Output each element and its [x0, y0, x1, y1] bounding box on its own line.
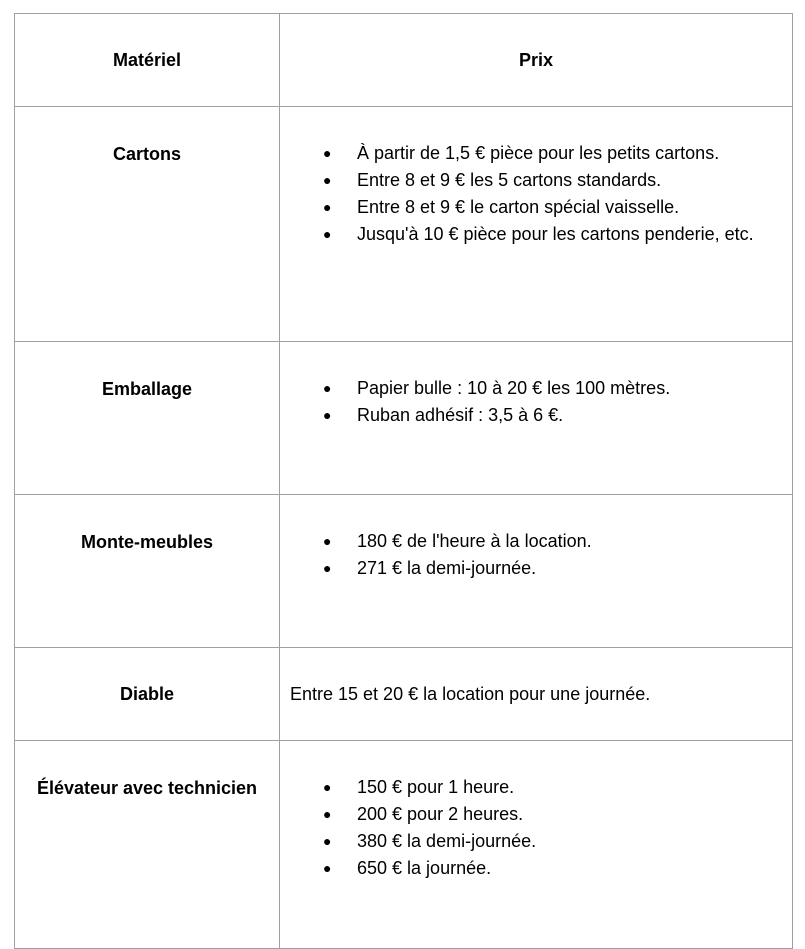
list-item: ● 180 € de l'heure à la location.	[357, 528, 776, 555]
price-cell: Entre 15 et 20 € la location pour une journée.	[280, 648, 793, 741]
price-list	[280, 495, 792, 582]
bullet-icon: ●	[323, 560, 332, 576]
price-cell	[280, 107, 793, 342]
header-material: Matériel	[15, 14, 280, 107]
list-item: ● Jusqu'à 10 € pièce pour les cartons penderie, etc.	[357, 221, 776, 248]
list-item: ● 150 € pour 1 heure.	[357, 774, 776, 801]
list-item: ● Ruban adhésif : 3,5 à 6 €.	[357, 402, 776, 429]
price-list	[280, 741, 792, 882]
list-item: ● 200 € pour 2 heures.	[357, 801, 776, 828]
price-cell	[280, 741, 793, 949]
bullet-icon: ●	[323, 145, 332, 161]
material-cell: Diable	[15, 648, 280, 741]
list-item: ● Papier bulle : 10 à 20 € les 100 mètres.	[357, 375, 776, 402]
bullet-icon: ●	[323, 533, 332, 549]
header-price: Prix	[280, 14, 793, 107]
bullet-icon: ●	[323, 407, 332, 423]
material-cell: Emballage	[15, 342, 280, 495]
price-cell	[280, 495, 793, 648]
table-row	[15, 495, 793, 648]
table-row	[15, 342, 793, 495]
material-cell: Cartons	[15, 107, 280, 342]
bullet-icon: ●	[323, 833, 332, 849]
table-row	[15, 648, 793, 741]
price-list	[280, 342, 792, 429]
bullet-icon: ●	[323, 779, 332, 795]
material-cell: Monte-meubles	[15, 495, 280, 648]
list-item: ● 271 € la demi-journée.	[357, 555, 776, 582]
bullet-icon: ●	[323, 806, 332, 822]
material-cell: Élévateur avec technicien	[15, 741, 280, 949]
bullet-icon: ●	[323, 226, 332, 242]
price-cell	[280, 342, 793, 495]
list-item: ● Entre 8 et 9 € les 5 cartons standards.	[357, 167, 776, 194]
table-row	[15, 107, 793, 342]
list-item: ● À partir de 1,5 € pièce pour les petits cartons.	[357, 140, 776, 167]
list-item: ● 650 € la journée.	[357, 855, 776, 882]
list-item: ● Entre 8 et 9 € le carton spécial vaisselle.	[357, 194, 776, 221]
header-row	[15, 14, 793, 107]
price-table	[14, 13, 793, 949]
bullet-icon: ●	[323, 380, 332, 396]
table-row	[15, 741, 793, 949]
price-list	[280, 107, 792, 248]
bullet-icon: ●	[323, 172, 332, 188]
bullet-icon: ●	[323, 860, 332, 876]
bullet-icon: ●	[323, 199, 332, 215]
list-item: ● 380 € la demi-journée.	[357, 828, 776, 855]
